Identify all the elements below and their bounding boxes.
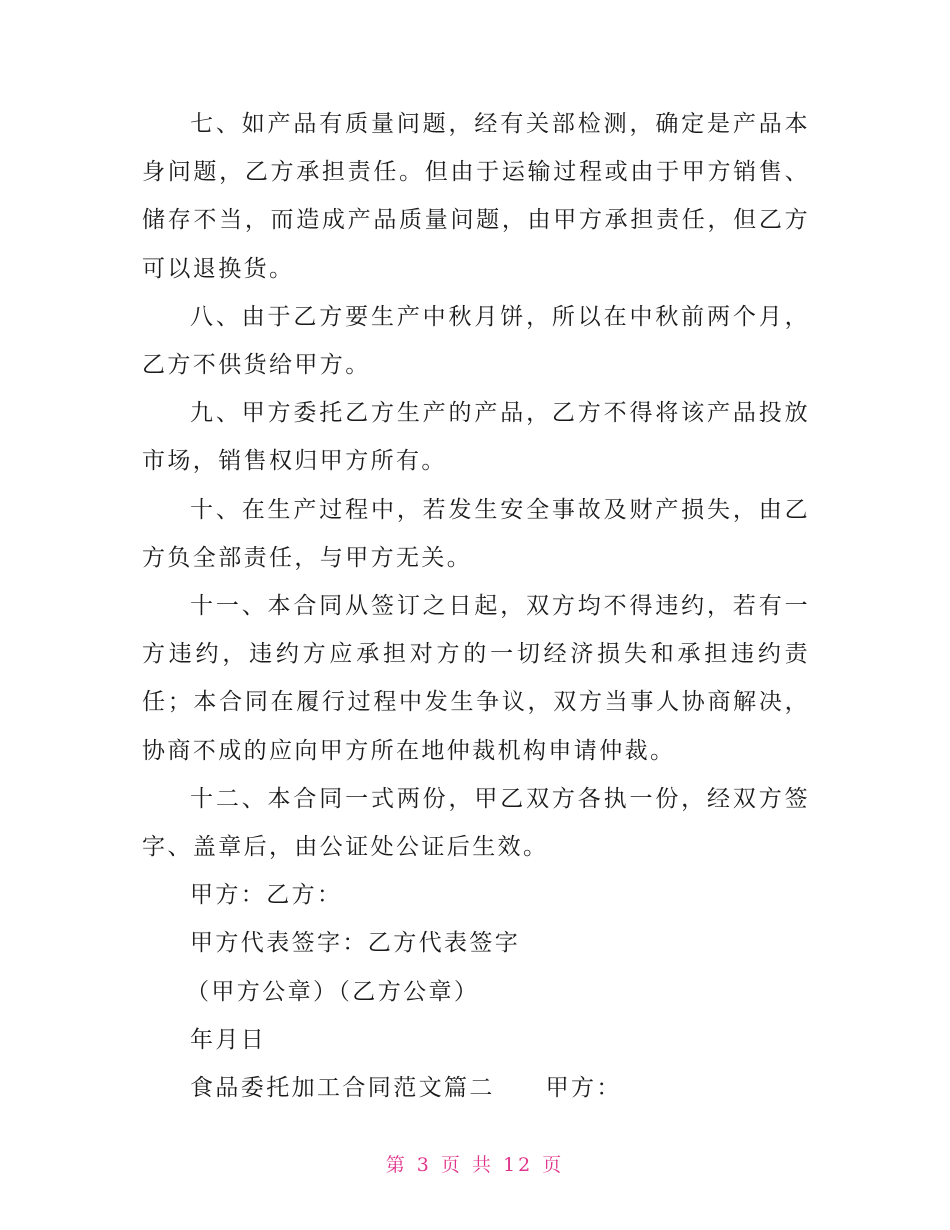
next-section-title: 食品委托加工合同范文篇二 甲方： [190, 1075, 622, 1102]
clause-9: 九、甲方委托乙方生产的产品，乙方不得将该产品投放市场，销售权归甲方所有。 [142, 400, 810, 475]
clause-10: 十、在生产过程中，若发生安全事故及财产损失，由乙方负全部责任，与甲方无关。 [142, 496, 810, 571]
representatives-signature-line: 甲方代表签字：乙方代表签字 [190, 930, 521, 957]
document-body [142, 100, 810, 1112]
clause-7: 七、如产品有质量问题，经有关部检测，确定是产品本身问题，乙方承担责任。但由于运输过程或由于甲方销售、储存不当，而造成产品质量问题，由甲方承担责任，但乙方可以退换货。 [142, 111, 810, 282]
date-line: 年月日 [190, 1026, 267, 1053]
seals-line: （甲方公章）（乙方公章） [186, 978, 480, 1005]
parties-line: 甲方：乙方： [190, 882, 343, 909]
clause-12: 十二、本合同一式两份，甲乙双方各执一份，经双方签字、盖章后，由公证处公证后生效。 [142, 785, 810, 861]
clause-11: 十一、本合同从签订之日起，双方均不得违约，若有一方违约，违约方应承担对方的一切经济损失和承担违约责任；本合同在履行过程中发生争议，双方当事人协商解决，协商不成的应向甲方所在地仲裁机构申请仲裁。 [142, 593, 810, 764]
page-number-footer: 第 3 页 共 12 页 [385, 1154, 565, 1176]
clause-8: 八、由于乙方要生产中秋月饼，所以在中秋前两个月，乙方不供货给甲方。 [142, 303, 810, 379]
